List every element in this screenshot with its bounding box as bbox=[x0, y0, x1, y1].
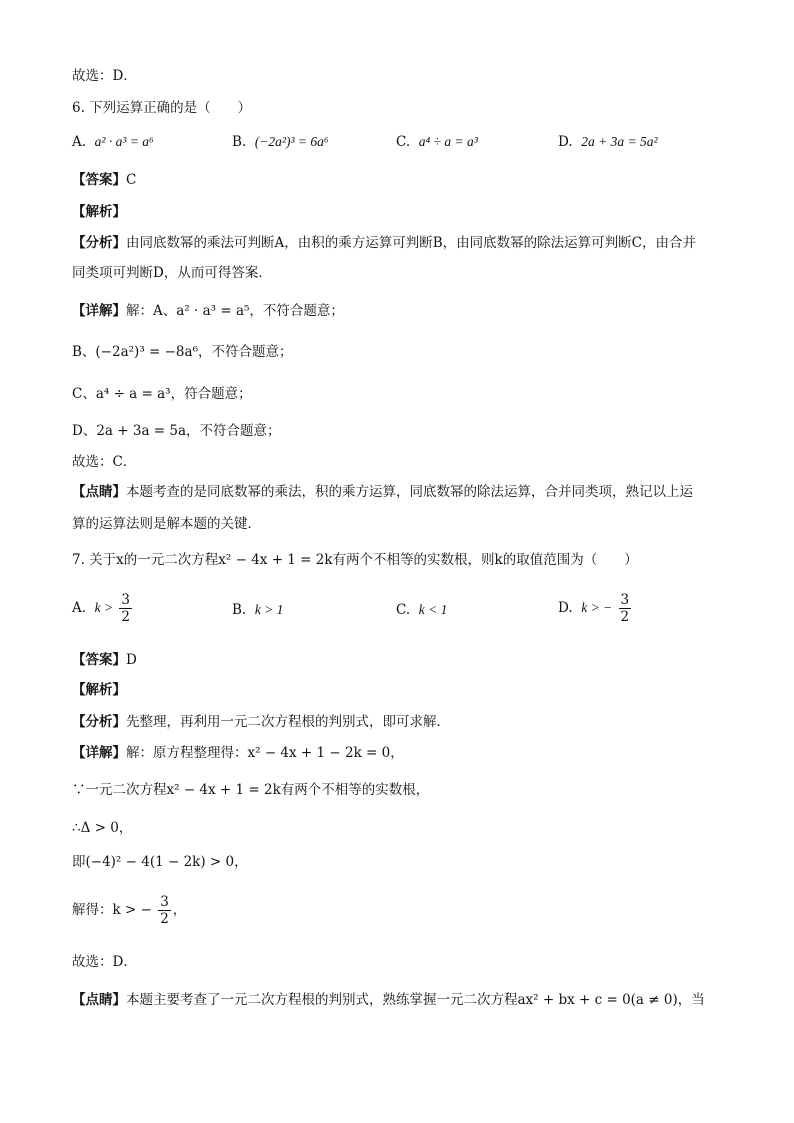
q6-detail-b: B、(−2a²)³ = −8a⁶，不符合题意； bbox=[72, 344, 293, 360]
q6-choice: 故选：C． bbox=[72, 454, 137, 470]
q6-detail-c: C、a⁴ ÷ a = a³，符合题意； bbox=[72, 386, 252, 402]
q7-answer-line: 【答案】D bbox=[72, 652, 137, 668]
q7-option-c: C. k < 1 bbox=[396, 602, 448, 618]
q6-detail-a: 【详解】解：A、a² · a³ = a⁵，不符合题意； bbox=[72, 303, 344, 319]
q6-option-a: A. a² · a³ = a⁶ bbox=[72, 134, 154, 150]
q7-option-d: D. k > − $\frac{3}{2}$ bbox=[558, 592, 630, 625]
q7-detail-5: 解得：k > − $\frac{3}{2}$ ， bbox=[72, 894, 187, 927]
q7-choice: 故选：D． bbox=[72, 954, 137, 970]
fraction: $\frac{3}{2}$ bbox=[121, 592, 131, 625]
q7-fenxi-line: 【分析】先整理，再利用一元二次方程根的判别式，即可求解． bbox=[72, 714, 450, 730]
previous-choice-line: 故选：D． bbox=[72, 68, 137, 84]
fraction: $\frac{3}{2}$ bbox=[620, 592, 630, 625]
q6-option-b: B. (−2a²)³ = 6a⁶ bbox=[232, 134, 329, 150]
q6-dianjing-line-1: 【点睛】本题考查的是同底数幂的乘法，积的乘方运算，同底数幂的除法运算，合并同类项，熟记以上运 bbox=[72, 484, 693, 500]
fraction: $\frac{3}{2}$ bbox=[160, 894, 169, 927]
q7-detail-4: 即(−4)² − 4(1 − 2k) > 0， bbox=[72, 854, 248, 870]
question-7-stem: 7. 关于x的一元二次方程x² − 4x + 1 = 2k有两个不相等的实数根，则k的取值范围为（ ） bbox=[72, 552, 638, 568]
q6-answer-line: 【答案】C bbox=[72, 172, 137, 188]
q7-detail-1: 【详解】解：原方程整理得：x² − 4x + 1 − 2k = 0， bbox=[72, 745, 404, 761]
q6-option-d: D. 2a + 3a = 5a² bbox=[558, 134, 658, 150]
q6-dianjing-line-2: 算的运算法则是解本题的关键． bbox=[72, 516, 261, 532]
q7-analysis-heading: 【解析】 bbox=[72, 682, 126, 698]
question-6-stem: 6. 下列运算正确的是（ ） bbox=[72, 100, 252, 116]
q7-option-b: B. k > 1 bbox=[232, 602, 284, 618]
q6-option-c: C. a⁴ ÷ a = a³ bbox=[396, 134, 478, 150]
q6-fenxi-line-2: 同类项可判断D，从而可得答案． bbox=[72, 265, 272, 281]
q7-detail-2: ∵一元二次方程x² − 4x + 1 = 2k有两个不相等的实数根， bbox=[72, 782, 430, 798]
q6-analysis-heading: 【解析】 bbox=[72, 204, 126, 220]
q7-detail-3: ∴Δ > 0， bbox=[72, 820, 133, 836]
q6-detail-d: D、2a + 3a = 5a，不符合题意； bbox=[72, 423, 281, 439]
q7-option-a: A. k > $\frac{3}{2}$ bbox=[72, 592, 131, 625]
q6-fenxi-line-1: 【分析】由同底数幂的乘法可判断A，由积的乘方运算可判断B，由同底数幂的除法运算可判断C，由合并 bbox=[72, 235, 696, 251]
q7-dianjing-line: 【点睛】本题主要考查了一元二次方程根的判别式，熟练掌握一元二次方程ax² + bx + c = 0(a ≠ 0)，当 bbox=[72, 992, 705, 1008]
